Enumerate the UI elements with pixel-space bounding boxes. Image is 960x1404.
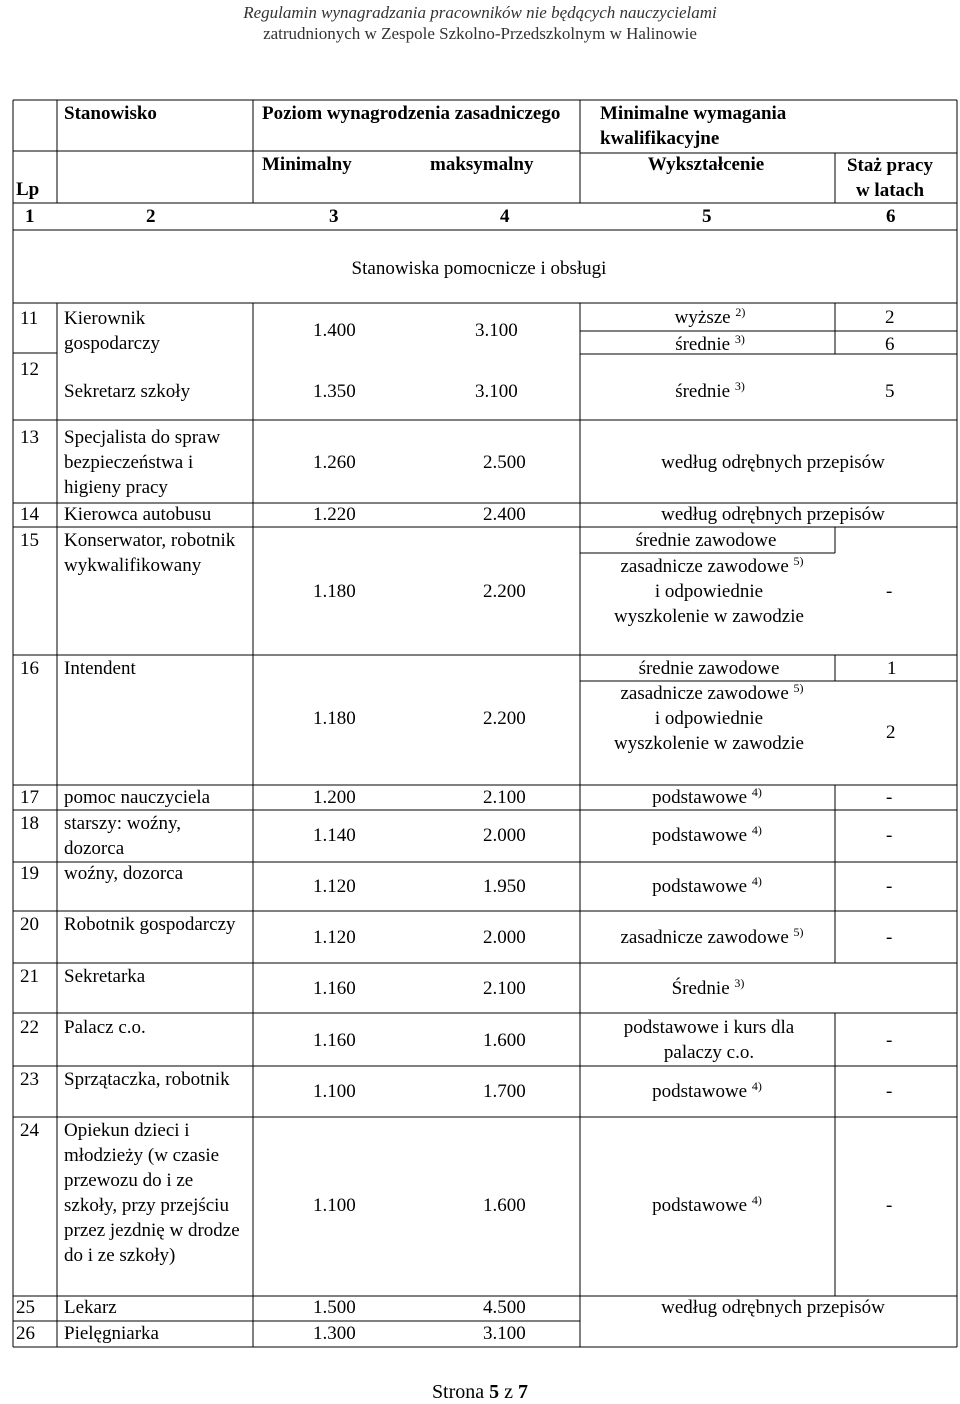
row-12-min: 1.350: [313, 381, 356, 402]
col-number-1: 1: [25, 206, 35, 227]
row-14-education: według odrębnych przepisów: [661, 504, 885, 525]
row-24-min: 1.100: [313, 1195, 356, 1216]
header-education: Wykształcenie: [647, 154, 765, 175]
row-24-experience: -: [886, 1195, 893, 1216]
row-24-lp: 24: [20, 1120, 39, 1141]
row-11-education-1: wyższe $^{2)}$: [674, 305, 746, 328]
row-17-min: 1.200: [313, 787, 356, 808]
section-title: Stanowiska pomocnicze i obsługi: [351, 258, 607, 279]
row-11-education-2: średnie $^{3)}$: [675, 332, 745, 355]
row-20-lp: 20: [20, 914, 39, 935]
row-23-name: Sprzątaczka, robotnik: [64, 1069, 230, 1090]
row-13-lp: 13: [20, 427, 39, 448]
row-21-max: 2.100: [483, 978, 526, 999]
row-15-min: 1.180: [313, 581, 356, 602]
row-19-education: podstawowe $^{4)}$: [652, 874, 762, 897]
header-requirements: Minimalne wymagania kwalifikacyjne: [600, 103, 787, 149]
header-min-salary: Minimalny: [262, 154, 352, 175]
col-number-4: 4: [500, 206, 510, 227]
row-17-name: pomoc nauczyciela: [64, 787, 211, 808]
row-15-education-1: średnie zawodowe: [635, 530, 777, 551]
row-18-name: starszy: woźny, dozorca: [64, 813, 181, 859]
row-20-experience: -: [886, 927, 893, 948]
row-15-max: 2.200: [483, 581, 526, 602]
row-16-experience-2: 2: [886, 722, 896, 743]
row-23-experience: -: [886, 1081, 893, 1102]
row-18-min: 1.140: [313, 825, 356, 846]
row-23-max: 1.700: [483, 1081, 526, 1102]
page-footer: Strona 5 z 7: [431, 1381, 529, 1403]
row-20-min: 1.120: [313, 927, 356, 948]
row-19-experience: -: [886, 876, 893, 897]
row-11-min: 1.400: [313, 320, 356, 341]
row-13-name: Specjalista do spraw bezpieczeństwa i higieny pracy: [64, 427, 221, 498]
row-21-name: Sekretarka: [64, 966, 146, 987]
row-17-experience: -: [886, 787, 893, 808]
col-number-6: 6: [886, 206, 896, 227]
row-19-name: woźny, dozorca: [64, 863, 184, 884]
row-15-education-3: i odpowiednie wyszkolenie w zawodzie: [614, 581, 804, 627]
col-number-3: 3: [329, 206, 339, 227]
row-22-min: 1.160: [313, 1030, 356, 1051]
col-number-5: 5: [702, 206, 712, 227]
document-header-subtitle: zatrudnionych w Zespole Szkolno-Przedszkolnym w Halinowie: [263, 24, 697, 43]
row-15-education-2: zasadnicze zawodowe $^{5)}$: [620, 554, 804, 577]
row-17-max: 2.100: [483, 787, 526, 808]
row-15-lp: 15: [20, 530, 39, 551]
row-16-education-1: średnie zawodowe: [638, 658, 780, 679]
row-23-min: 1.100: [313, 1081, 356, 1102]
header-max-salary: maksymalny: [430, 154, 534, 175]
row-24-max: 1.600: [483, 1195, 526, 1216]
row-11-name: Kierownik gospodarczy: [64, 308, 161, 354]
row-18-education: podstawowe $^{4)}$: [652, 823, 762, 846]
document-header-title: Regulamin wynagradzania pracowników nie będących nauczycielami: [243, 3, 717, 22]
row-12-experience: 5: [885, 381, 895, 402]
row-15-name: Konserwator, robotnik wykwalifikowany: [64, 530, 236, 576]
row-11-lp: 11: [20, 308, 39, 329]
row-14-min: 1.220: [313, 504, 356, 525]
row-25-name: Lekarz: [64, 1297, 117, 1318]
row-25-max: 4.500: [483, 1297, 526, 1318]
row-26-name: Pielęgniarka: [64, 1323, 159, 1344]
row-14-lp: 14: [20, 504, 39, 525]
row-14-max: 2.400: [483, 504, 526, 525]
row-20-education: zasadnicze zawodowe $^{5)}$: [620, 925, 804, 948]
row-24-name: Opiekun dzieci i młodzieży (w czasie przewozu do i ze szkoły, przy przejściu przez jezdnię w drodze do i ze szkoły): [64, 1120, 240, 1266]
row-14-name: Kierowca autobusu: [64, 504, 212, 525]
row-19-max: 1.950: [483, 876, 526, 897]
row-22-max: 1.600: [483, 1030, 526, 1051]
row-16-experience-1: 1: [887, 658, 897, 679]
row-16-max: 2.200: [483, 708, 526, 729]
row-22-education: podstawowe i kurs dla palaczy c.o.: [623, 1017, 795, 1063]
row-21-lp: 21: [20, 966, 39, 987]
row-26-max: 3.100: [483, 1323, 526, 1344]
row-20-name: Robotnik gospodarczy: [64, 914, 236, 935]
row-23-education: podstawowe $^{4)}$: [652, 1079, 762, 1102]
header-position: Stanowisko: [64, 103, 157, 124]
row-26-min: 1.300: [313, 1323, 356, 1344]
row-21-education: Średnie $^{3)}$: [671, 976, 745, 999]
row-22-experience: -: [886, 1030, 893, 1051]
row-13-min: 1.260: [313, 452, 356, 473]
row-22-name: Palacz c.o.: [64, 1017, 146, 1038]
row-13-max: 2.500: [483, 452, 526, 473]
row-17-education: podstawowe $^{4)}$: [652, 785, 762, 808]
row-26-lp: 26: [16, 1323, 35, 1344]
row-16-education-2: zasadnicze zawodowe $^{5)}$: [620, 681, 804, 704]
row-11-max: 3.100: [475, 320, 518, 341]
header-lp: Lp: [16, 179, 40, 200]
row-19-lp: 19: [20, 863, 39, 884]
row-12-lp: 12: [20, 359, 39, 380]
row-11-experience-2: 6: [885, 334, 895, 355]
row-16-min: 1.180: [313, 708, 356, 729]
row-18-experience: -: [886, 825, 893, 846]
row-20-max: 2.000: [483, 927, 526, 948]
row-25-lp: 25: [16, 1297, 35, 1318]
row-18-max: 2.000: [483, 825, 526, 846]
header-salary-level: Poziom wynagrodzenia zasadniczego: [262, 103, 561, 124]
row-19-min: 1.120: [313, 876, 356, 897]
row-24-education: podstawowe $^{4)}$: [652, 1193, 762, 1216]
row-16-name: Intendent: [64, 658, 136, 679]
row-12-max: 3.100: [475, 381, 518, 402]
row-23-lp: 23: [20, 1069, 39, 1090]
row-25-education: według odrębnych przepisów: [661, 1297, 885, 1318]
row-12-education: średnie $^{3)}$: [675, 379, 745, 402]
row-12-name: Sekretarz szkoły: [64, 381, 191, 402]
row-16-lp: 16: [20, 658, 39, 679]
row-16-education-3: i odpowiednie wyszkolenie w zawodzie: [614, 708, 804, 754]
col-number-2: 2: [146, 206, 156, 227]
row-25-min: 1.500: [313, 1297, 356, 1318]
row-22-lp: 22: [20, 1017, 39, 1038]
row-17-lp: 17: [20, 787, 39, 808]
row-13-education: według odrębnych przepisów: [661, 452, 885, 473]
row-21-min: 1.160: [313, 978, 356, 999]
row-18-lp: 18: [20, 813, 39, 834]
row-15-experience: -: [886, 581, 893, 602]
row-11-experience-1: 2: [885, 307, 895, 328]
header-experience: Staż pracy w latach: [846, 155, 933, 201]
